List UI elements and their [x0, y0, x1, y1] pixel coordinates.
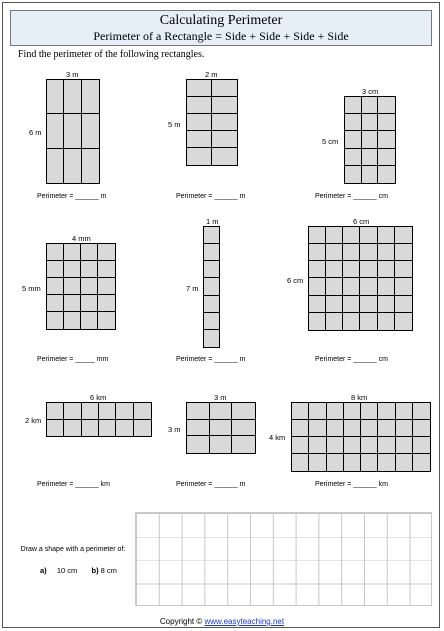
- unit-square: [395, 278, 412, 295]
- unit-square: [82, 420, 99, 437]
- unit-square: [81, 312, 98, 329]
- rect-8-perimeter: Perimeter = ______ m: [176, 481, 246, 488]
- unit-square: [116, 420, 133, 437]
- unit-square: [47, 149, 64, 183]
- unit-square: [326, 261, 343, 278]
- unit-square: [309, 403, 326, 420]
- unit-square: [343, 296, 360, 313]
- unit-square: [326, 244, 343, 261]
- unit-square: [345, 114, 362, 131]
- unit-square: [187, 436, 210, 453]
- unit-square: [309, 296, 326, 313]
- unit-square: [98, 278, 115, 295]
- unit-square: [64, 244, 81, 261]
- unit-square: [232, 420, 255, 437]
- unit-square: [47, 114, 64, 148]
- unit-square: [344, 437, 361, 454]
- unit-square: [64, 403, 81, 420]
- unit-square: [395, 313, 412, 330]
- unit-square: [378, 403, 395, 420]
- footer-link[interactable]: www.easyteaching.net: [204, 617, 285, 626]
- unit-square: [344, 420, 361, 437]
- rect-9-side-label: 4 km: [269, 433, 286, 442]
- rect-1: [46, 79, 100, 184]
- unit-square: [345, 131, 362, 148]
- unit-square: [362, 114, 379, 131]
- rect-8-top-label: 3 m: [214, 393, 227, 402]
- draw-task-text: Draw a shape with a perimeter of:: [20, 546, 126, 553]
- unit-square: [378, 437, 395, 454]
- unit-square: [187, 131, 212, 148]
- unit-square: [395, 261, 412, 278]
- copyright-text: Copyright ©: [159, 617, 203, 626]
- unit-square: [360, 261, 377, 278]
- option-b-letter: b): [91, 566, 99, 575]
- page-subtitle: Perimeter of a Rectangle = Side + Side + Side + Side: [93, 29, 349, 43]
- unit-square: [187, 403, 210, 420]
- unit-square: [360, 227, 377, 244]
- unit-square: [292, 420, 309, 437]
- page-title: Calculating Perimeter: [159, 13, 283, 28]
- unit-square: [81, 295, 98, 312]
- unit-square: [413, 437, 430, 454]
- unit-square: [98, 312, 115, 329]
- unit-square: [396, 437, 413, 454]
- drawing-grid[interactable]: [135, 512, 432, 606]
- unit-square: [64, 149, 81, 183]
- rect-2-side-label: 5 m: [168, 120, 181, 129]
- unit-square: [212, 131, 237, 148]
- unit-square: [327, 403, 344, 420]
- unit-square: [210, 403, 233, 420]
- rect-4: [46, 243, 116, 330]
- unit-square: [345, 149, 362, 166]
- rect-3-top-label: 3 cm: [362, 87, 379, 96]
- unit-square: [378, 149, 395, 166]
- unit-square: [413, 403, 430, 420]
- unit-square: [345, 166, 362, 183]
- unit-square: [395, 227, 412, 244]
- unit-square: [82, 403, 99, 420]
- unit-square: [361, 403, 378, 420]
- unit-square: [292, 454, 309, 471]
- unit-square: [82, 114, 99, 148]
- unit-square: [326, 227, 343, 244]
- unit-square: [212, 80, 237, 97]
- unit-square: [212, 114, 237, 131]
- unit-square: [232, 403, 255, 420]
- rect-2-perimeter: Perimeter = ______ m: [176, 193, 246, 200]
- unit-square: [344, 454, 361, 471]
- rect-1-side-label: 6 m: [29, 128, 42, 137]
- unit-square: [309, 313, 326, 330]
- rect-6-top-label: 6 cm: [353, 217, 370, 226]
- unit-square: [362, 149, 379, 166]
- unit-square: [378, 313, 395, 330]
- unit-square: [344, 403, 361, 420]
- unit-square: [212, 97, 237, 114]
- unit-square: [309, 278, 326, 295]
- unit-square: [64, 312, 81, 329]
- unit-square: [98, 244, 115, 261]
- unit-square: [204, 330, 219, 347]
- unit-square: [187, 148, 212, 165]
- rect-6: [308, 226, 413, 331]
- unit-square: [378, 261, 395, 278]
- unit-square: [362, 131, 379, 148]
- unit-square: [395, 244, 412, 261]
- unit-square: [64, 278, 81, 295]
- unit-square: [47, 80, 64, 114]
- unit-square: [99, 403, 116, 420]
- unit-square: [204, 296, 219, 313]
- unit-square: [134, 420, 151, 437]
- unit-square: [292, 437, 309, 454]
- unit-square: [309, 227, 326, 244]
- rect-9: [291, 402, 431, 472]
- unit-square: [362, 166, 379, 183]
- rect-1-top-label: 3 m: [66, 70, 79, 79]
- unit-square: [187, 97, 212, 114]
- unit-square: [378, 454, 395, 471]
- unit-square: [361, 420, 378, 437]
- unit-square: [362, 97, 379, 114]
- unit-square: [309, 244, 326, 261]
- unit-square: [47, 420, 64, 437]
- rect-2-top-label: 2 m: [205, 70, 218, 79]
- unit-square: [116, 403, 133, 420]
- rect-3: [344, 96, 396, 184]
- unit-square: [212, 148, 237, 165]
- unit-square: [64, 420, 81, 437]
- unit-square: [204, 244, 219, 261]
- rect-4-side-label: 5 mm: [22, 284, 41, 293]
- unit-square: [309, 261, 326, 278]
- unit-square: [204, 227, 219, 244]
- rect-4-top-label: 4 mm: [72, 234, 91, 243]
- unit-square: [360, 244, 377, 261]
- unit-square: [361, 437, 378, 454]
- unit-square: [327, 437, 344, 454]
- unit-square: [413, 454, 430, 471]
- unit-square: [99, 420, 116, 437]
- unit-square: [204, 261, 219, 278]
- unit-square: [345, 97, 362, 114]
- unit-square: [64, 114, 81, 148]
- unit-square: [292, 403, 309, 420]
- rect-1-perimeter: Perimeter = ______ m: [37, 193, 107, 200]
- rect-7: [46, 402, 152, 437]
- unit-square: [361, 454, 378, 471]
- unit-square: [47, 312, 64, 329]
- unit-square: [47, 261, 64, 278]
- unit-square: [343, 313, 360, 330]
- unit-square: [81, 244, 98, 261]
- instructions: Find the perimeter of the following rectangles.: [18, 49, 205, 60]
- unit-square: [82, 80, 99, 114]
- unit-square: [378, 244, 395, 261]
- rect-9-perimeter: Perimeter = ______ km: [315, 481, 388, 488]
- unit-square: [232, 436, 255, 453]
- unit-square: [47, 403, 64, 420]
- unit-square: [360, 278, 377, 295]
- rect-6-side-label: 6 cm: [287, 276, 304, 285]
- unit-square: [343, 278, 360, 295]
- unit-square: [204, 278, 219, 295]
- rect-8: [186, 402, 256, 454]
- unit-square: [378, 131, 395, 148]
- worksheet-header: [10, 10, 432, 46]
- rect-3-side-label: 5 cm: [322, 137, 339, 146]
- rect-2: [186, 79, 238, 166]
- unit-square: [326, 313, 343, 330]
- unit-square: [360, 296, 377, 313]
- unit-square: [64, 80, 81, 114]
- unit-square: [47, 295, 64, 312]
- unit-square: [309, 454, 326, 471]
- unit-square: [64, 295, 81, 312]
- unit-square: [204, 313, 219, 330]
- unit-square: [210, 420, 233, 437]
- unit-square: [187, 114, 212, 131]
- unit-square: [64, 261, 81, 278]
- unit-square: [327, 420, 344, 437]
- unit-square: [309, 437, 326, 454]
- unit-square: [378, 97, 395, 114]
- unit-square: [47, 244, 64, 261]
- unit-square: [343, 261, 360, 278]
- unit-square: [378, 114, 395, 131]
- rect-6-perimeter: Perimeter = ______ cm: [315, 356, 388, 363]
- rect-9-top-label: 8 km: [351, 393, 368, 402]
- rect-5-perimeter: Perimeter = ______ m: [176, 356, 246, 363]
- unit-square: [360, 313, 377, 330]
- unit-square: [326, 296, 343, 313]
- unit-square: [413, 420, 430, 437]
- unit-square: [378, 227, 395, 244]
- rect-5-side-label: 7 m: [186, 284, 199, 293]
- unit-square: [187, 420, 210, 437]
- footer: [0, 617, 444, 626]
- unit-square: [47, 278, 64, 295]
- unit-square: [343, 227, 360, 244]
- unit-square: [396, 420, 413, 437]
- option-b-value: 8 cm: [100, 566, 117, 575]
- unit-square: [396, 454, 413, 471]
- rect-7-perimeter: Perimeter = ______ km: [37, 481, 110, 488]
- unit-square: [326, 278, 343, 295]
- option-a-value: 10 cm: [56, 566, 78, 575]
- option-a-letter: a): [40, 566, 47, 575]
- rect-7-side-label: 2 km: [25, 416, 42, 425]
- unit-square: [210, 436, 233, 453]
- unit-square: [134, 403, 151, 420]
- unit-square: [378, 166, 395, 183]
- unit-square: [81, 278, 98, 295]
- rect-5: [203, 226, 220, 348]
- unit-square: [187, 80, 212, 97]
- unit-square: [98, 261, 115, 278]
- unit-square: [343, 244, 360, 261]
- unit-square: [82, 149, 99, 183]
- unit-square: [81, 261, 98, 278]
- rect-5-top-label: 1 m: [206, 217, 219, 226]
- unit-square: [378, 296, 395, 313]
- unit-square: [395, 296, 412, 313]
- unit-square: [378, 278, 395, 295]
- rect-4-perimeter: Perimeter = _____ mm: [37, 356, 109, 363]
- rect-8-side-label: 3 m: [168, 425, 181, 434]
- rect-3-perimeter: Perimeter = ______ cm: [315, 193, 388, 200]
- unit-square: [98, 295, 115, 312]
- draw-task-options: [40, 566, 117, 575]
- unit-square: [378, 420, 395, 437]
- unit-square: [309, 420, 326, 437]
- rect-7-top-label: 6 km: [90, 393, 107, 402]
- unit-square: [396, 403, 413, 420]
- unit-square: [327, 454, 344, 471]
